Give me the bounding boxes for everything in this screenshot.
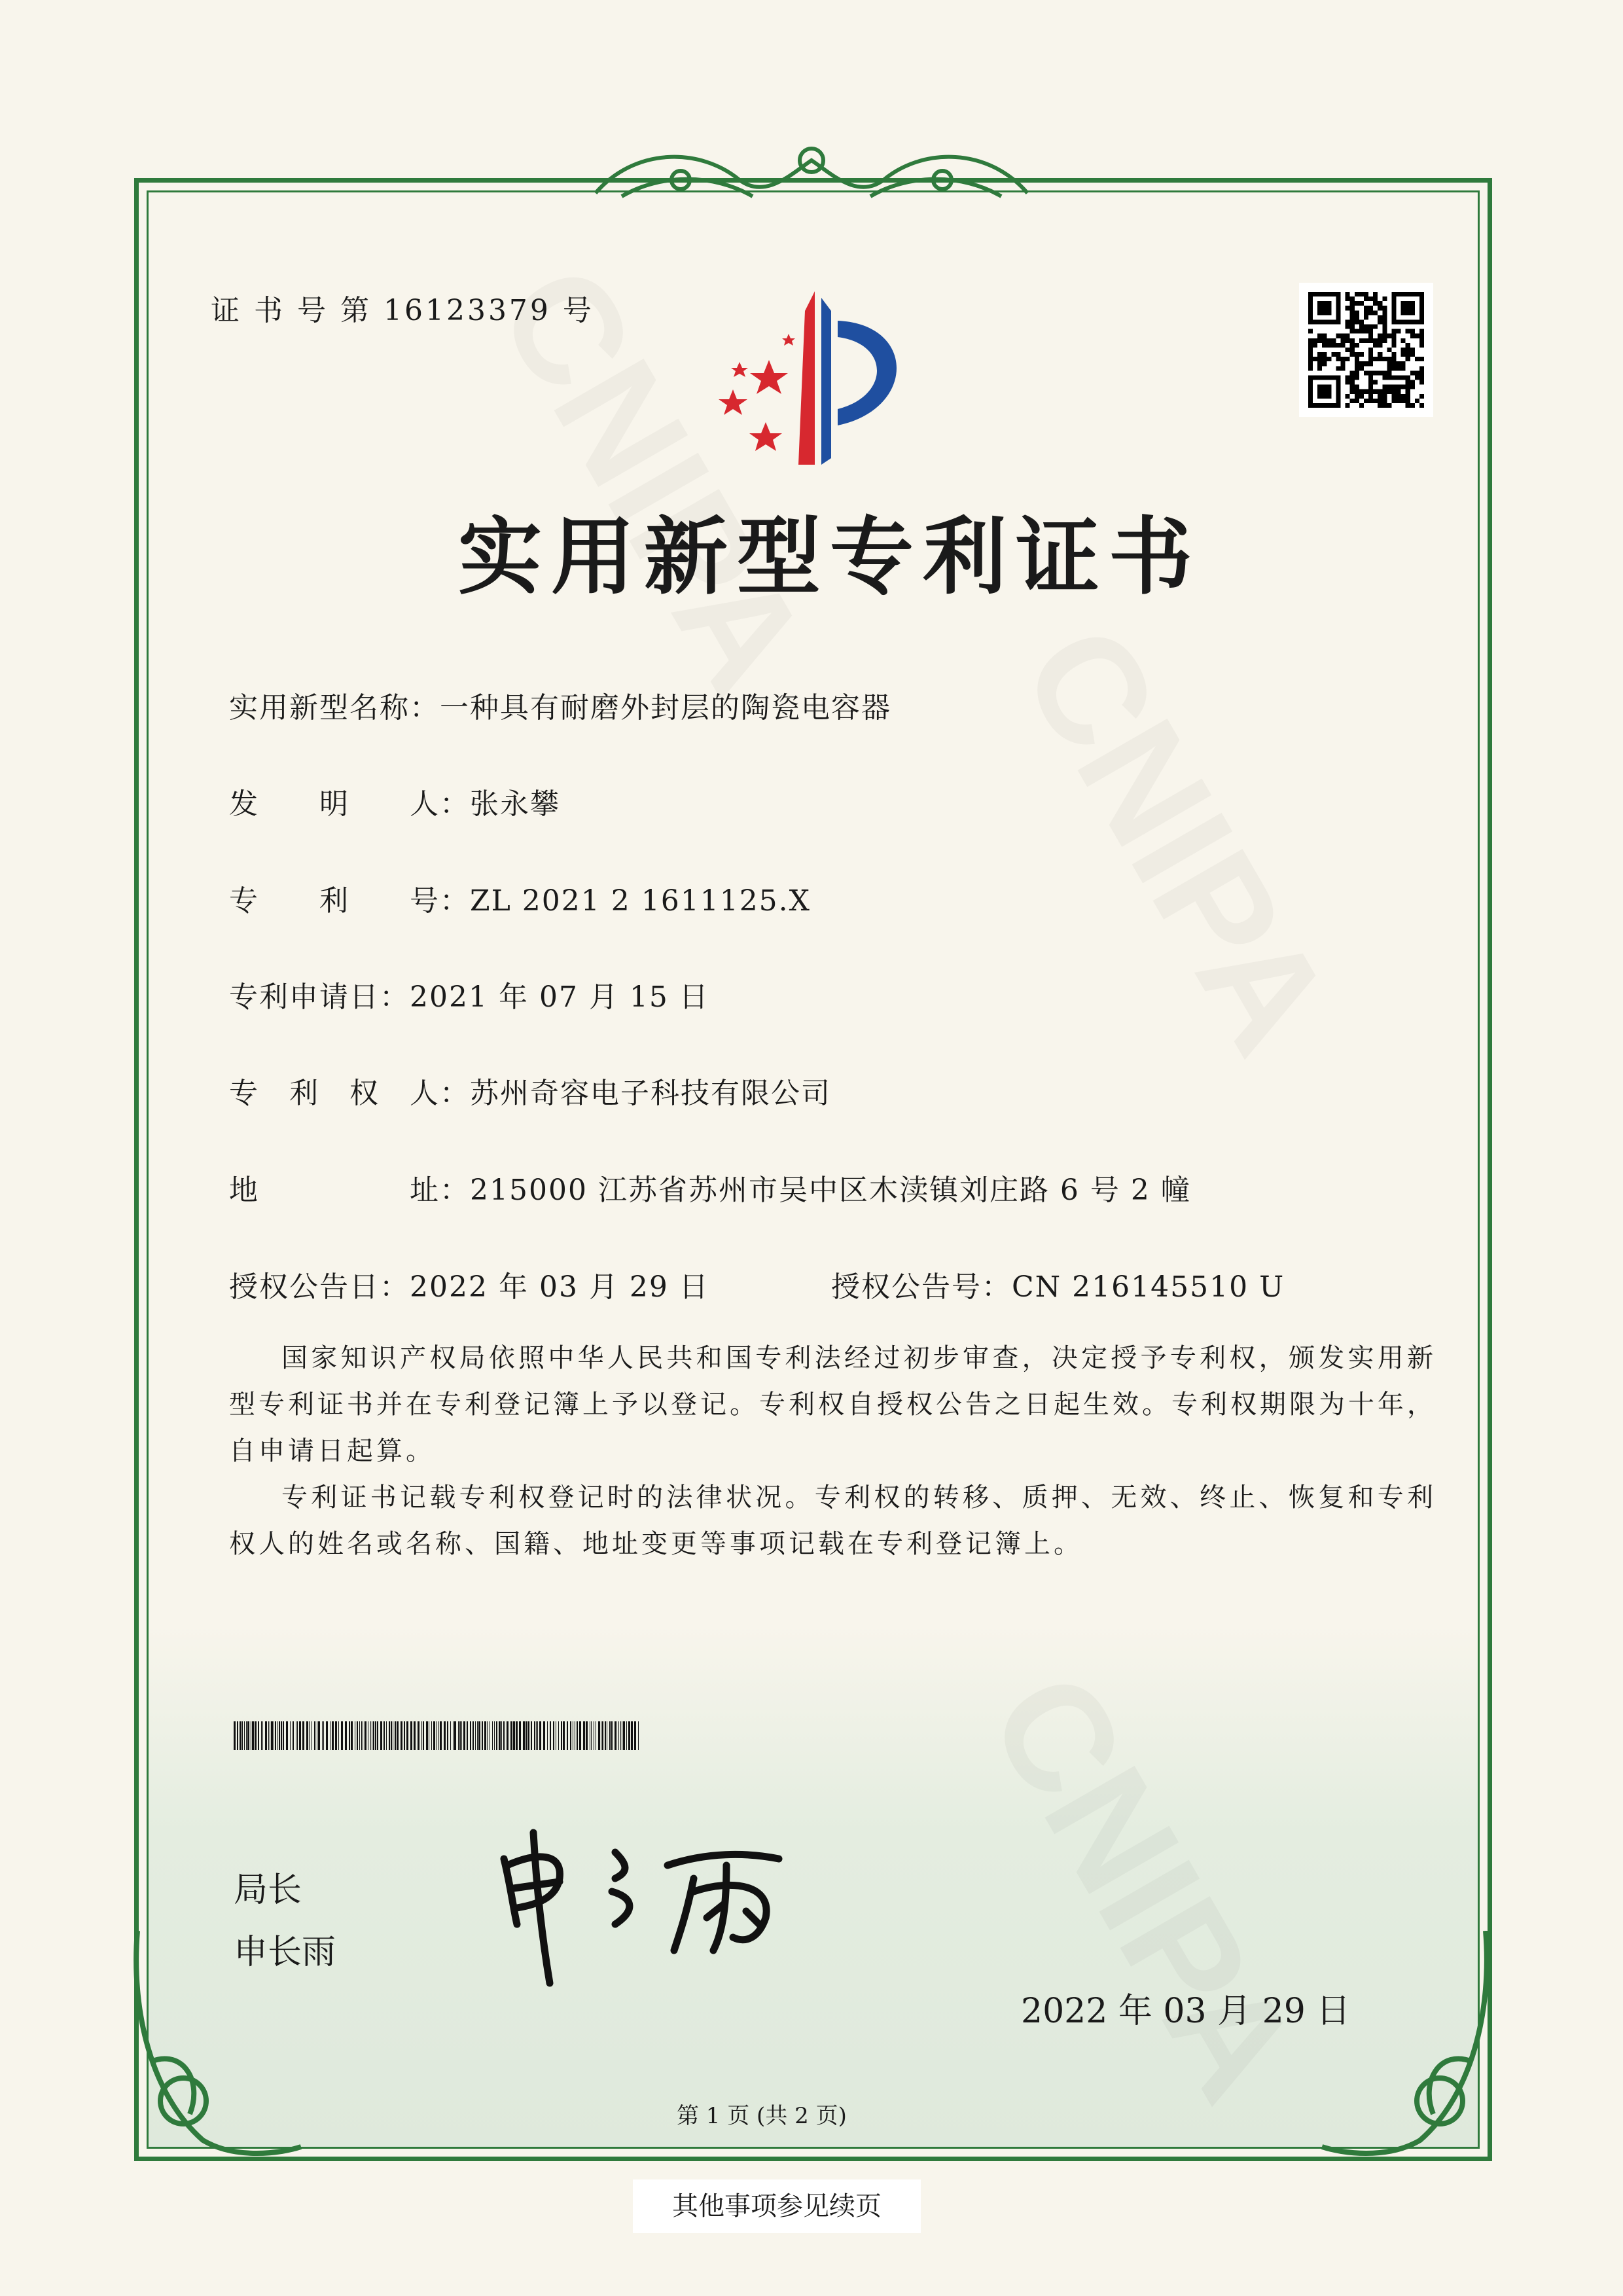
issue-date: 2022 年 03 月 29 日 (1021, 1992, 1351, 2031)
field-value: 张永攀 (470, 787, 560, 821)
field-value: ZL 2021 2 1611125.X (470, 884, 811, 918)
field-row (229, 684, 891, 726)
field-row (229, 877, 811, 919)
field-label: 地 址： (229, 1174, 470, 1207)
corner-ornament-right (1315, 1931, 1499, 2166)
field-label: 专 利 号： (229, 884, 470, 918)
field-value: CN 216145510 U (1012, 1270, 1285, 1304)
top-ornament (582, 134, 1041, 213)
signatory-title: 局长 (234, 1871, 302, 1910)
field-value: 2021 年 07 月 15 日 (410, 980, 709, 1014)
cnipa-logo (700, 285, 936, 471)
page-number: 第 1 页 (共 2 页) (677, 2103, 847, 2129)
field-label: 发 明 人： (229, 787, 470, 821)
paragraph: 专利证书记载专利权登记时的法律状况。专利权的转移、质押、无效、终止、恢复和专利权人的姓名或名称、国籍、地址变更等事项记载在专利登记簿上。 (229, 1482, 1436, 1559)
field-label: 授权公告日： (229, 1270, 410, 1304)
certificate-number (211, 287, 594, 329)
certificate-text (229, 1335, 1436, 1568)
page-title: 实用新型专利证书 (458, 508, 1202, 606)
field-row (229, 1166, 1191, 1208)
continuation-note: 其他事项参见续页 (633, 2179, 921, 2233)
announcement-number (831, 1263, 1285, 1305)
field-row (229, 973, 709, 1015)
handwritten-signature (497, 1826, 838, 1996)
certificate-number-suffix: 号 (562, 294, 594, 327)
field-label: 授权公告号： (831, 1270, 1012, 1304)
field-value: 2022 年 03 月 29 日 (410, 1270, 709, 1304)
certificate-number-label: 证 书 号 第 (211, 294, 372, 327)
qr-code (1299, 283, 1433, 417)
field-row (229, 780, 560, 822)
field-label: 专利申请日： (229, 980, 410, 1014)
field-value: 215000 江苏省苏州市吴中区木渎镇刘庄路 6 号 2 幢 (470, 1174, 1191, 1207)
field-row (229, 1263, 709, 1305)
field-label: 专 利 权 人： (229, 1077, 470, 1110)
field-row (229, 1069, 831, 1111)
certificate-number-value: 16123379 (383, 294, 551, 327)
field-value: 苏州奇容电子科技有限公司 (470, 1077, 831, 1110)
field-value: 一种具有耐磨外封层的陶瓷电容器 (440, 691, 891, 725)
signatory-name: 申长雨 (234, 1933, 336, 1972)
barcode (234, 1721, 644, 1750)
paragraph: 国家知识产权局依照中华人民共和国专利法经过初步审查，决定授予专利权，颁发实用新型专利证书并在专利登记簿上予以登记。专利权自授权公告之日起生效。专利权期限为十年，自申请日起算。 (229, 1343, 1436, 1466)
corner-ornament-left (124, 1931, 308, 2166)
field-label: 实用新型名称： (229, 691, 440, 725)
